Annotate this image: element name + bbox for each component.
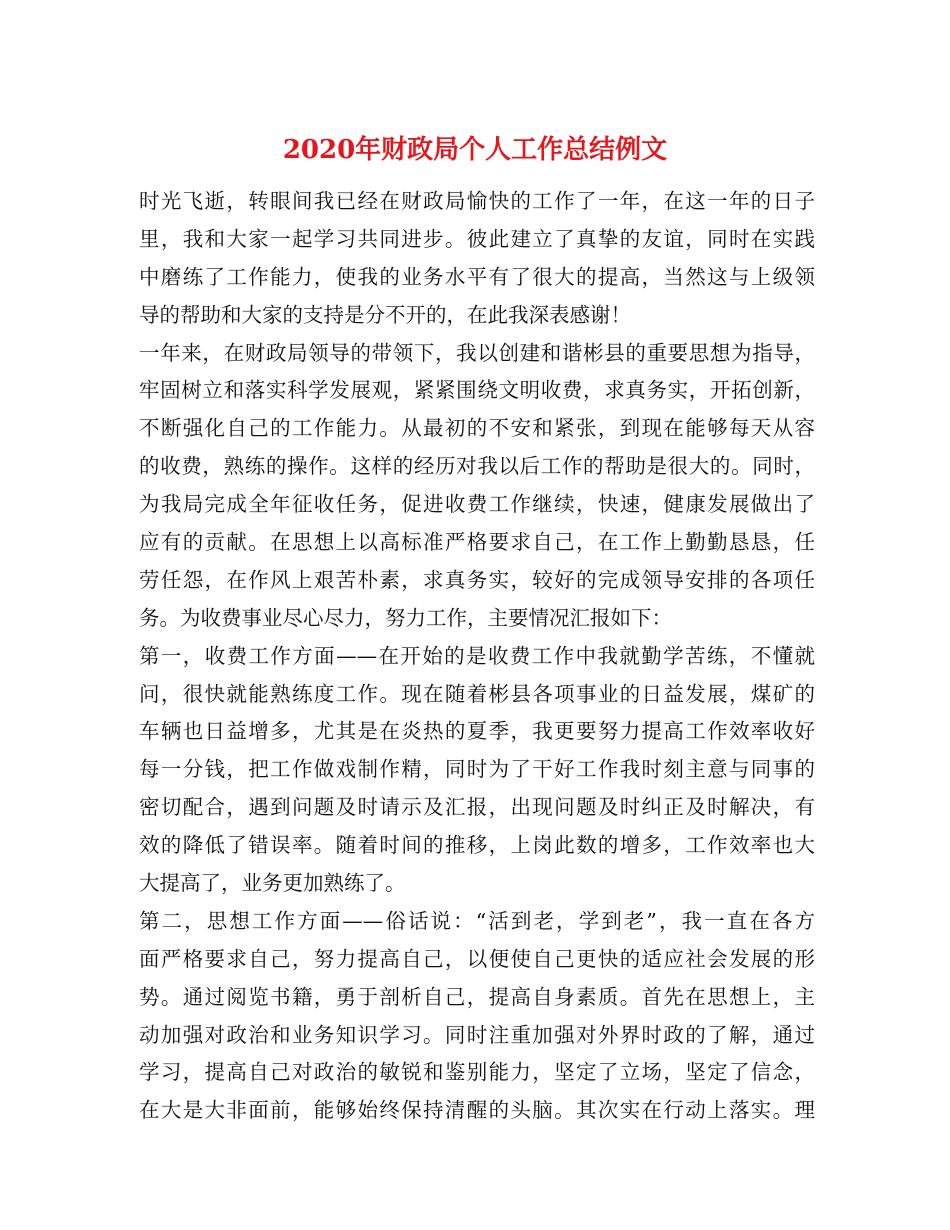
text-line: 问，很快就能熟练度工作。现在随着彬县各项事业的日益发展，煤矿的: [139, 681, 815, 706]
text-line: 第二，思想工作方面——俗话说：“活到老，学到老”，我一直在各方: [139, 908, 815, 933]
text-line: 不断强化自己的工作能力。从最初的不安和紧张，到现在能够每天从容: [139, 416, 815, 441]
text-line: 牢固树立和落实科学发展观，紧紧围绕文明收费，求真务实，开拓创新，: [139, 378, 815, 403]
text-line: 应有的贡献。在思想上以高标准严格要求自己，在工作上勤勤恳恳，任: [139, 530, 815, 555]
paragraph: [139, 183, 815, 335]
text-line: 势。通过阅览书籍，勇于剖析自己，提高自身素质。首先在思想上，主: [139, 984, 815, 1009]
text-line: 一年来，在财政局领导的带领下，我以创建和谐彬县的重要思想为指导，: [139, 340, 815, 365]
paragraph: [139, 335, 815, 638]
text-line: 的收费，熟练的操作。这样的经历对我以后工作的帮助是很大的。同时，: [139, 454, 815, 479]
text-line: 为我局完成全年征收任务，促进收费工作继续，快速，健康发展做出了: [139, 492, 815, 517]
text-line: 劳任怨，在作风上艰苦朴素，求真务实，较好的完成领导安排的各项任: [139, 567, 815, 592]
text-line: 学习，提高自己对政治的敏锐和鉴别能力，坚定了立场，坚定了信念，: [139, 1060, 815, 1085]
text-line: 动加强对政治和业务知识学习。同时注重加强对外界时政的了解，通过: [139, 1022, 815, 1047]
text-line: 第一，收费工作方面——在开始的是收费工作中我就勤学苦练，不懂就: [139, 643, 815, 668]
text-line: 车辆也日益增多，尤其是在炎热的夏季，我更要努力提高工作效率收好: [139, 719, 815, 744]
text-line: 里，我和大家一起学习共同进步。彼此建立了真挚的友谊，同时在实践: [139, 226, 815, 251]
text-line: 中磨练了工作能力，使我的业务水平有了很大的提高，当然这与上级领: [139, 264, 815, 289]
document-title: 2020年财政局个人工作总结例文: [282, 135, 668, 165]
text-line: 时光飞逝，转眼间我已经在财政局愉快的工作了一年，在这一年的日子: [139, 189, 815, 213]
text-line: 务。为收费事业尽心尽力，努力工作，主要情况汇报如下：: [139, 605, 672, 630]
paragraph: [139, 638, 815, 903]
document-body: [139, 183, 815, 1130]
text-line: 大提高了，业务更加熟练了。: [139, 871, 406, 896]
text-line: 每一分钱，把工作做戏制作精，同时为了干好工作我时刻主意与同事的: [139, 757, 815, 782]
text-line: 效的降低了错误率。随着时间的推移，上岗此数的增多，工作效率也大: [139, 833, 815, 858]
text-line: 密切配合，遇到问题及时请示及汇报，出现问题及时纠正及时解决，有: [139, 795, 815, 820]
text-line: 面严格要求自己，努力提高自己，以便使自己更快的适应社会发展的形: [139, 946, 815, 971]
text-line: 在大是大非面前，能够始终保持清醒的头脑。其次实在行动上落实。理: [139, 1098, 815, 1123]
text-line: 导的帮助和大家的支持是分不开的，在此我深表感谢！: [139, 302, 631, 327]
paragraph: [139, 903, 815, 1130]
